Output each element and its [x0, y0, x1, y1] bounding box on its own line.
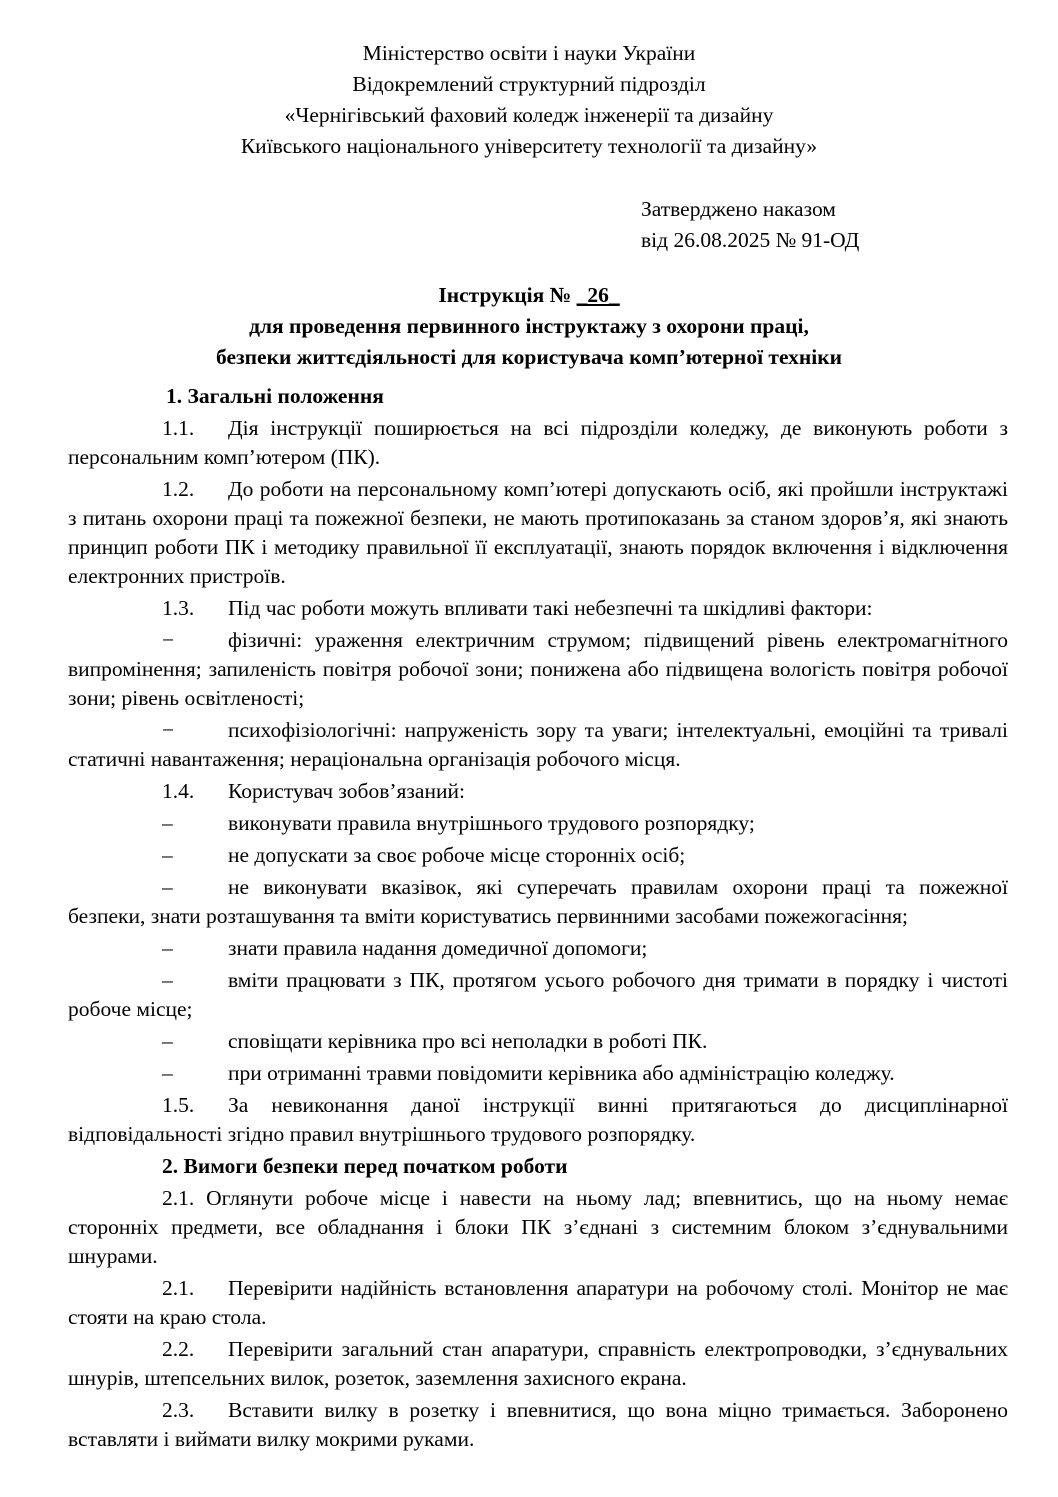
- title-line-3: безпеки життєдіяльності для користувача комп’ютерної техніки: [216, 345, 842, 369]
- subdivision-name: Відокремлений структурний підрозділ: [352, 72, 706, 96]
- bullet-dash: –: [162, 1061, 173, 1085]
- university-name: Київського національного університету технології та дизайну»: [240, 134, 818, 158]
- bullet-dash: −: [162, 718, 175, 742]
- item-text: сповіщати керівника про всі неполадки в роботі ПК.: [228, 1029, 708, 1053]
- title-line-2: для проведення первинного інструктажу з охорони праці,: [249, 314, 809, 338]
- section-heading-1: 1. Загальні положення: [166, 384, 384, 408]
- list-item: [68, 809, 1008, 838]
- item-number: 2.1.: [162, 1186, 207, 1210]
- paragraph-1-4: [68, 777, 1008, 806]
- ministry-name: Міністерство освіти і науки України: [362, 41, 696, 65]
- bullet-dash: –: [162, 875, 173, 899]
- item-number: 2.1.: [162, 1276, 195, 1300]
- list-item: [68, 966, 1008, 1024]
- item-text: виконувати правила внутрішнього трудового розпорядку;: [228, 811, 755, 835]
- document-body: [68, 382, 1008, 1457]
- paragraph-1-1: [68, 414, 1008, 472]
- item-number: 1.2.: [162, 477, 195, 501]
- list-item: [68, 1027, 1008, 1056]
- paragraph-2-1: [68, 1274, 1008, 1332]
- paragraph-1-5: [68, 1091, 1008, 1149]
- bullet-dash: –: [162, 811, 173, 835]
- item-number: 1.3.: [162, 596, 195, 620]
- item-text: Перевірити надійність встановлення апаратури на робочому столі. Монітор не має стояти на краю стола.: [68, 1276, 1008, 1329]
- document-header: [0, 38, 1058, 162]
- paragraph-1-3: [68, 594, 1008, 623]
- bullet-dash: –: [162, 968, 173, 992]
- paragraph-1-2: [68, 475, 1008, 591]
- item-text: не виконувати вказівок, які суперечать правилам охорони праці та пожежної безпеки, знати розташування та вміти користуватись первинними засобами пожежогасіння;: [68, 875, 1008, 928]
- bullet-dash: –: [162, 936, 173, 960]
- bullet-dash: −: [162, 628, 175, 652]
- list-item: [68, 626, 1008, 713]
- paragraph-2-2: [68, 1335, 1008, 1393]
- college-name: «Чернігівський фаховий коледж інженерії та дизайну: [284, 103, 774, 127]
- item-text: Дія інструкції поширюється на всі підрозділи коледжу, де виконують роботи з персональним комп’ютером (ПК).: [68, 416, 1008, 469]
- item-number: 2.2.: [162, 1337, 195, 1361]
- document-title: [0, 280, 1058, 373]
- item-number: 1.1.: [162, 416, 195, 440]
- bullet-dash: –: [162, 843, 173, 867]
- approval-label: Затверджено наказом: [641, 197, 836, 221]
- item-text: знати правила надання домедичної допомоги;: [228, 936, 648, 960]
- item-text: За невиконання даної інструкції винні притягаються до дисциплінарної відповідальності згідно правил внутрішнього трудового розпорядку.: [68, 1093, 1008, 1146]
- list-item: [68, 873, 1008, 931]
- item-number: 2.3.: [162, 1398, 195, 1422]
- item-text: психофізіологічні: напруженість зору та уваги; інтелектуальні, емоційні та тривалі статичні навантаження; нераціональна організація робочого місця.: [68, 718, 1008, 771]
- bullet-dash: –: [162, 1029, 173, 1053]
- list-item: [68, 841, 1008, 870]
- item-text: Вставити вилку в розетку і впевнитися, що вона міцно тримається. Заборонено вставляти і виймати вилку мокрими руками.: [68, 1398, 1008, 1451]
- list-item: [68, 934, 1008, 963]
- title-prefix: Інструкція №: [438, 283, 577, 307]
- paragraph-2-1a: [68, 1184, 1008, 1271]
- item-text: Під час роботи можуть впливати такі небезпечні та шкідливі фактори:: [228, 596, 873, 620]
- list-item: [68, 716, 1008, 774]
- section-heading-2: 2. Вимоги безпеки перед початком роботи: [162, 1154, 568, 1178]
- item-text: Оглянути робоче місце і навести на ньому лад; впевнитись, що на ньому немає сторонніх предмети, все обладнання і блоки ПК з’єднані з системним блоком з’єднувальними шнурами.: [68, 1186, 1009, 1268]
- item-text: вміти працювати з ПК, протягом усього робочого дня тримати в порядку і чистоті робоче місце;: [68, 968, 1008, 1021]
- item-text: Перевірити загальний стан апаратури, справність електропроводки, з’єднувальних шнурів, штепсельних вилок, розеток, заземлення захисного екрана.: [68, 1337, 1008, 1390]
- item-text: До роботи на персональному комп’ютері допускають осіб, які пройшли інструктажі з питань охорони праці та пожежної безпеки, не мають протипоказань за станом здоров’я, які знають принцип роботи ПК і методику правильної її експлуатації, знають порядок включення і відключення електронних пристроїв.: [68, 477, 1008, 588]
- item-text: не допускати за своє робоче місце сторонніх осіб;: [228, 843, 686, 867]
- approval-block: [641, 194, 859, 256]
- title-line-1: [0, 280, 1058, 311]
- item-text: Користувач зобов’язаний:: [228, 779, 465, 803]
- item-number: 1.4.: [162, 779, 195, 803]
- item-text: при отриманні травми повідомити керівника або адміністрацію коледжу.: [228, 1061, 895, 1085]
- list-item: [68, 1059, 1008, 1088]
- item-number: 1.5.: [162, 1093, 195, 1117]
- instruction-number: _26_: [576, 283, 620, 307]
- item-text: фізичні: ураження електричним струмом; підвищений рівень електромагнітного випромінення; запиленість повітря робочої зони; понижена або підвищена вологість повітря робочої зони; рівень освітленості;: [68, 628, 1008, 710]
- approval-order: від 26.08.2025 № 91-ОД: [641, 228, 860, 252]
- paragraph-2-3: [68, 1396, 1008, 1454]
